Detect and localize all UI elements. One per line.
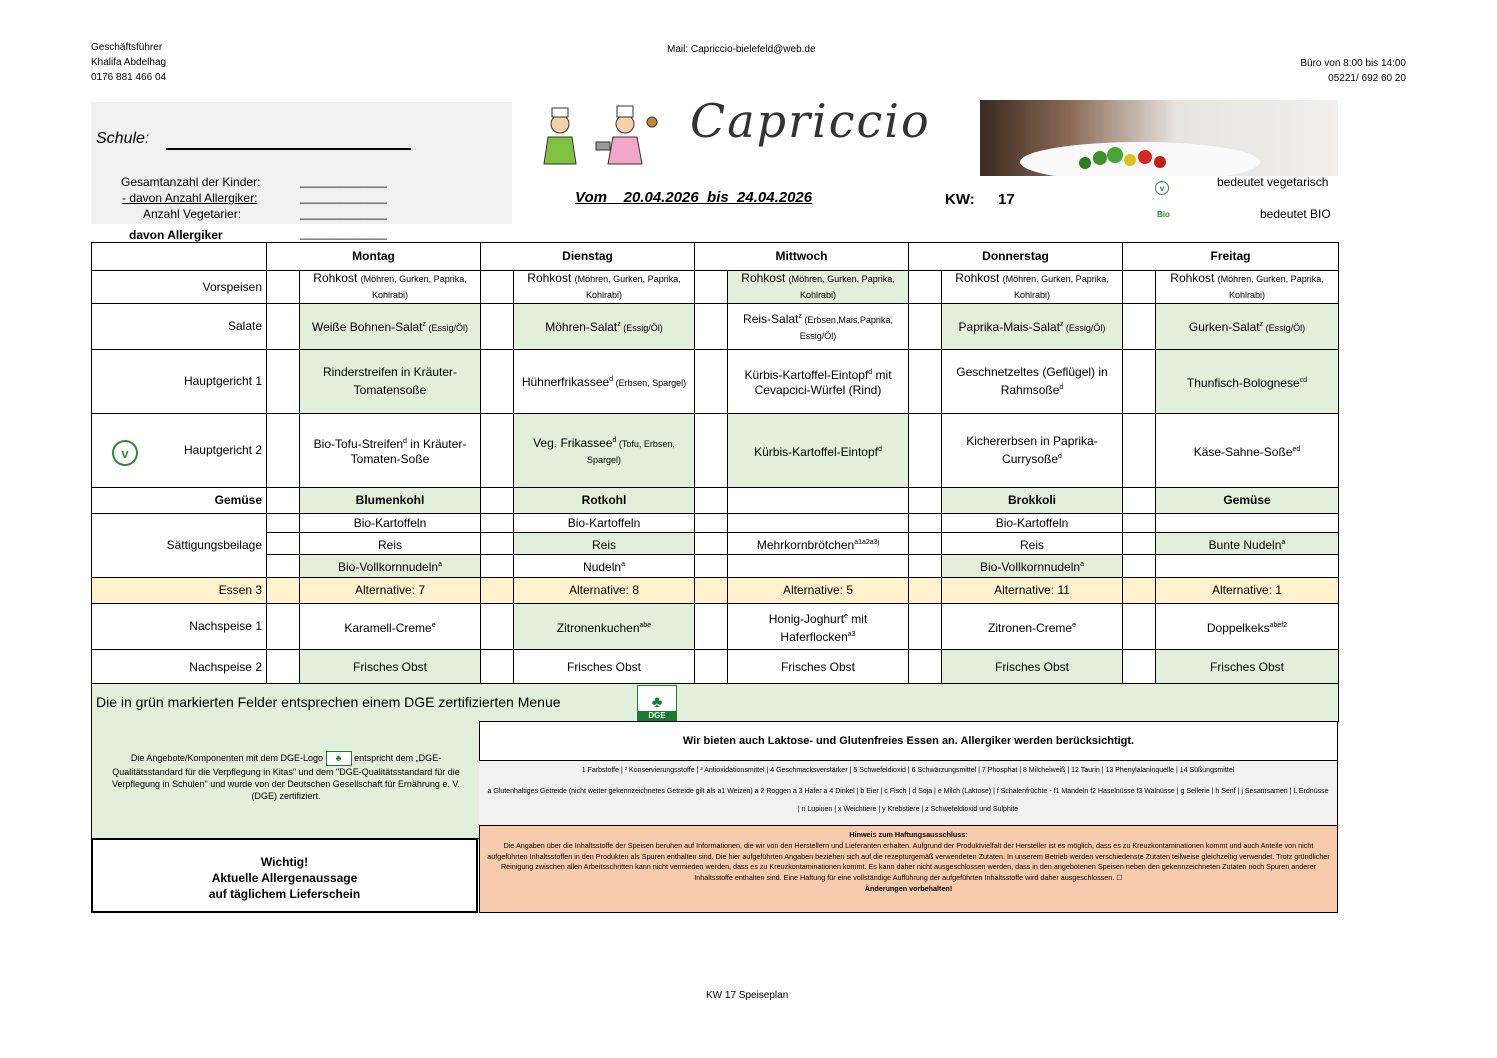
allergen-code: z (1259, 321, 1264, 328)
menu-cell (942, 304, 1123, 350)
menu-cell (728, 304, 909, 350)
allergen-code: d (609, 376, 614, 383)
menu-cell (1156, 514, 1339, 533)
dish-name: Reis (1019, 537, 1044, 552)
vegetarian-icon: v (112, 440, 138, 466)
dish-name: Bio-Vollkornnudeln (980, 560, 1081, 574)
dish-note: (Erbsen, Spargel) (613, 378, 687, 388)
dish-name: Nudeln (583, 560, 622, 574)
total-children-label: Gesamtanzahl der Kinder: (121, 175, 261, 189)
vegetarian-icon: v (1155, 181, 1169, 195)
dish-note: (Essig/Öl) (1263, 323, 1306, 333)
day-header: Freitag (1123, 243, 1339, 271)
legend-bio: bedeutet BIO (1260, 207, 1331, 221)
menu-cell: Bio-Kartoffeln (300, 514, 481, 533)
allergen-code: a (438, 561, 442, 568)
menu-cell: Frisches Obst (942, 650, 1123, 686)
dish-name: Honig-Joghurt (768, 611, 845, 626)
date-range: Vom 20.04.2026 bis 24.04.2026 (575, 189, 813, 206)
allergen-code: d (1058, 453, 1062, 460)
allergen-code: cd (1299, 376, 1308, 384)
allergen-code: d (877, 445, 882, 453)
important-title: Wichtig! (260, 855, 309, 869)
dish-name: Karamell-Creme (344, 620, 432, 635)
allergen-code: a1a2a3j (854, 538, 880, 546)
dish-note: (Möhren, Gurken, Paprika, Kohlrabi) (788, 274, 895, 300)
day-header: Montag (267, 243, 481, 271)
menu-table (91, 242, 1339, 686)
allergen-code: z (798, 313, 802, 320)
menu-cell (728, 350, 909, 414)
legend-veg: bedeutet vegetarisch (1217, 175, 1329, 189)
menu-cell: Rotkohl (514, 488, 695, 514)
day-header-row (92, 243, 1339, 271)
dish-name: Bunte Nudeln (1208, 537, 1282, 552)
menu-cell (300, 350, 481, 414)
dish-name: Rohkost (1170, 271, 1218, 285)
dge-logo-label: DGE (638, 711, 676, 720)
allergen-code: a (621, 561, 625, 568)
menu-cell (1156, 304, 1339, 350)
dish-note: mit Haferflocken (780, 611, 868, 644)
dish-note: (Tofu, Erbsen, Spargel) (586, 439, 675, 465)
menu-cell (514, 304, 695, 350)
menu-cell (514, 555, 695, 578)
allergen-code: ed (1292, 445, 1301, 453)
menu-cell (728, 488, 909, 514)
leaf-icon: ♣ (651, 694, 663, 711)
allergen-code: z (1059, 321, 1064, 328)
dish-name: Käse-Sahne-Soße (1193, 444, 1293, 459)
liability-end: Änderungen vorbehalten! (864, 883, 953, 893)
allergen-code: a3 (847, 630, 856, 638)
dge-info-text-a: Die Angebote/Komponenten mit dem DGE-Logo (130, 752, 324, 763)
dge-logo-icon: ♣ (326, 751, 352, 766)
allergen-code: a (1080, 561, 1084, 568)
menu-cell: Blumenkohl (300, 488, 481, 514)
kw-value: 17 (998, 191, 1015, 208)
dge-banner (91, 683, 1339, 722)
blank-field[interactable]: _____________ (300, 226, 387, 240)
menu-cell (1156, 350, 1339, 414)
lactose-notice: Wir bieten auch Laktose- und Glutenfreies Essen an. Allergiker werden berücksichtigt. (479, 721, 1338, 761)
liability-title: Hinweis zum Haftungsausschluss: (849, 830, 968, 839)
blank-field[interactable]: _____________ (300, 190, 387, 204)
row-label: Vorspeisen (92, 271, 267, 304)
dish-name: Reis-Salat (743, 312, 799, 326)
menu-cell (1156, 604, 1339, 650)
row-label: Sättigungsbeilage (92, 514, 267, 578)
row-label-cell (92, 414, 267, 488)
menu-cell: Alternative: 8 (514, 578, 695, 604)
footer-title: KW 17 Speiseplan (706, 990, 789, 1001)
day-header: Mittwoch (695, 243, 909, 271)
row-label: Essen 3 (92, 578, 267, 604)
menu-cell (942, 271, 1123, 304)
menu-cell (514, 271, 695, 304)
dish-name: Zitronenkuchen (556, 620, 640, 635)
dish-name: Zitronen-Creme (988, 620, 1073, 635)
menu-cell: Frisches Obst (1156, 650, 1339, 686)
dish-note: (Möhren, Gurken, Paprika, Kohlrabi) (1002, 274, 1109, 300)
dish-name: Geschnetzeltes (Geflügel) in Rahmsoße (956, 365, 1108, 397)
dish-note: (Möhren, Gurken, Paprika, Kohlrabi) (1217, 274, 1324, 300)
dish-note: (Möhren, Gurken, Paprika, Kohlrabi) (574, 274, 681, 300)
contact-left (91, 40, 166, 85)
dish-name: Kürbis-Kartoffel-Eintopf (754, 444, 878, 459)
menu-cell (1156, 271, 1339, 304)
day-header: Donnerstag (909, 243, 1123, 271)
row-label: Salate (92, 304, 267, 350)
dish-name: Paprika-Mais-Salat (958, 320, 1060, 334)
menu-cell (300, 604, 481, 650)
row-nachspeise-2 (92, 650, 1339, 686)
food-photo (980, 100, 1338, 176)
menu-cell (728, 414, 909, 488)
dish-note: (Erbsen,Mais,Paprika, Essig/Öl) (799, 315, 893, 341)
dge-info-text (98, 751, 474, 802)
menu-cell (300, 304, 481, 350)
dish-name: Rohkost (955, 271, 1003, 285)
additives-box (479, 761, 1338, 825)
dish-name: Reis (377, 537, 402, 552)
menu-cell: Bio-Kartoffeln (942, 514, 1123, 533)
dish-name: Mehrkornbrötchen (756, 537, 855, 552)
menu-cell (300, 555, 481, 578)
row-saettigung-1 (92, 514, 1339, 533)
menu-cell (514, 350, 695, 414)
school-label: Schule: (96, 130, 150, 147)
menu-cell (942, 533, 1123, 555)
dge-banner-text: Die in grün markierten Felder entsprechen einem DGE zertifizierten Menue (96, 694, 561, 710)
row-saettigung-2 (92, 533, 1339, 555)
menu-cell: Alternative: 1 (1156, 578, 1339, 604)
dish-name: Rohkost (741, 271, 789, 285)
contact-right (1300, 56, 1406, 86)
row-salate (92, 304, 1339, 350)
menu-cell (300, 271, 481, 304)
dish-note: mit Cevapcici-Würfel (Rind) (754, 368, 892, 397)
row-label: Gemüse (92, 488, 267, 514)
liability-text: Die Angaben über die Inhaltsstoffe der Speisen beruhen auf Informationen, die wir von den Herstellern und Lieferanten erhalten. Aufgrund der Produktvielfalt der Hersteller ist es möglich, dass es zu Kreuzkontaminationen kommt und auch Anteile von nicht aufgeführten Inhaltsstoffen in den Produkten als Spuren enthalten sind. Die hier aufgeführten Angaben beziehen sich auf die rezepturgemäß verwendeten Zutaten. In unserem Betrieb werden verschiedenste Zutaten teilweise gleichzeitig verwendet. Trotz gründlicher Reinigung zwischen allen Arbeitsschritten kann nicht vermieden werden, dass es zu Kreuzkontaminationen kommt. Es kann daher nicht ausgeschlossen werden, dass in den angebotenen Speisen neben den gekennzeichneten Zutaten noch Spuren anderer Inhaltsstoffe enthalten sind. Eine Haftung für eine vollständige Aufführung der aufgeführten Inhaltsstoffe wird daher ausgeschlossen. ☐ (487, 840, 1330, 883)
allergen-code: e (431, 621, 436, 629)
blank-field[interactable]: _____________ (300, 174, 387, 188)
allergen-code: a (1281, 538, 1286, 546)
menu-cell (728, 604, 909, 650)
dish-note: (Essig/Öl) (620, 323, 663, 333)
dish-name: Gurken-Salat (1188, 320, 1260, 334)
menu-cell (942, 555, 1123, 578)
menu-cell (1156, 555, 1339, 578)
menu-cell: Frisches Obst (728, 650, 909, 686)
menu-cell (514, 414, 695, 488)
dish-name: Doppelkeks (1206, 620, 1270, 635)
menu-cell: Alternative: 11 (942, 578, 1123, 604)
allergen-code: d (868, 369, 873, 376)
menu-cell (942, 350, 1123, 414)
menu-cell (514, 533, 695, 555)
dish-name: Rohkost (527, 271, 575, 285)
dish-name: Bio-Tofu-Streifen (313, 437, 404, 451)
menu-cell: Gemüse (1156, 488, 1339, 514)
row-label: Nachspeise 2 (92, 650, 267, 686)
dish-name: Rinderstreifen in Kräuter-Tomatensoße (322, 364, 458, 397)
dge-info-box (91, 721, 480, 839)
row-vorspeisen (92, 271, 1339, 304)
dish-name: Bio-Vollkornnudeln (338, 560, 439, 574)
vegetarian-count-label: Anzahl Vegetarier: (143, 207, 242, 221)
bio-icon: Bio (1157, 210, 1170, 219)
row-saettigung-3 (92, 555, 1339, 578)
header-left-line: Khalifa Abdelhag (91, 57, 167, 68)
day-header: Dienstag (481, 243, 695, 271)
row-gemuese (92, 488, 1339, 514)
allergy-sub-label: davon Allergiker (129, 228, 223, 242)
menu-cell (728, 533, 909, 555)
dish-name: Reis (591, 537, 616, 552)
row-label: Hauptgericht 1 (92, 350, 267, 414)
menu-cell: Frisches Obst (300, 650, 481, 686)
allergen-code: d (612, 437, 617, 444)
school-input-line[interactable] (166, 148, 411, 150)
dish-name: Kichererbsen in Paprika-Currysoße (966, 434, 1098, 466)
menu-cell: Bio-Kartoffeln (514, 514, 695, 533)
menu-cell (1156, 414, 1339, 488)
row-label: Nachspeise 1 (92, 604, 267, 650)
menu-cell: Brokkoli (942, 488, 1123, 514)
allergen-code: e (844, 612, 848, 620)
brand-logo: Capriccio (690, 94, 931, 148)
menu-cell (300, 533, 481, 555)
mail-address: Mail: Capriccio-bielefeld@web.de (667, 44, 816, 55)
dish-name: Hühnerfrikassee (521, 375, 610, 389)
important-box (91, 838, 478, 913)
menu-cell (728, 514, 909, 533)
dish-note: (Möhren, Gurken, Paprika, Kohlrabi) (360, 274, 467, 300)
dish-note: in Kräuter-Tomaten-Soße (350, 437, 467, 466)
chef-kids-illustration (530, 102, 660, 177)
dish-name: Weiße Bohnen-Salat (311, 320, 423, 334)
dish-note: (Essig/Öl) (1063, 323, 1106, 333)
dge-info-text-b: entspricht dem „DGE-Qualitätsstandard für die Verpflegung in Kitas" und dem "DGE-Qualitätsstandard für die Verpflegung in Schulen" und wurde von der Deutschen Gesellschaft für Ernährung e. V. (DGE) zertifiziert. (111, 752, 461, 801)
menu-cell (728, 555, 909, 578)
dish-name: Rohkost (313, 271, 361, 285)
allergen-code: z (617, 321, 621, 328)
header-left-line: 0176 881 466 04 (91, 72, 167, 83)
dish-name: Möhren-Salat (545, 320, 618, 334)
allergen-code: z (422, 321, 426, 328)
menu-cell (942, 414, 1123, 488)
important-line: Aktuelle Allergenaussage (211, 871, 358, 885)
office-hours: Büro von 8:00 bis 14:00 (1300, 58, 1406, 69)
menu-cell (300, 414, 481, 488)
header-left-line: Geschäftsführer (91, 42, 163, 53)
dish-name: Thunfisch-Bolognese (1186, 375, 1300, 390)
menu-cell (1156, 533, 1339, 555)
allergen-code: abe (639, 621, 652, 629)
kw-label: KW: (945, 191, 975, 208)
menu-cell: Frisches Obst (514, 650, 695, 686)
dish-name: Kürbis-Kartoffel-Eintopf (744, 368, 869, 382)
row-hauptgericht-1 (92, 350, 1339, 414)
menu-cell (514, 604, 695, 650)
important-line: auf täglichem Lieferschein (208, 887, 361, 901)
row-hauptgericht-2 (92, 414, 1339, 488)
dish-note: (Essig/Öl) (426, 323, 469, 333)
allergen-code: d (1059, 384, 1064, 391)
dish-name: Veg. Frikassee (533, 436, 613, 450)
allergen-code: abef2 (1269, 621, 1288, 629)
menu-cell (728, 271, 909, 304)
menu-cell: Alternative: 5 (728, 578, 909, 604)
dge-logo-icon (637, 685, 677, 721)
row-label: Hauptgericht 2 (183, 443, 262, 457)
row-essen-3 (92, 578, 1339, 604)
additives-list: 1 Farbstoffe | ² Konservierungsstoffe | ³ Antioxidationsmittel | 4 Geschmacksverstärker | 5 Schwefeldioxid | 6 Schwärzungsmittel | 7 Phosphat | 8 Milcheiweiß | 12 Taurin | 13 Phenylalaninquelle | 14 Süßungsmittel (581, 767, 1235, 774)
blank-field[interactable]: _____________ (300, 206, 387, 220)
allergen-code: d (403, 438, 407, 445)
row-nachspeise-1 (92, 604, 1339, 650)
office-phone: 05221/ 692 60 20 (1328, 73, 1406, 84)
liability-box (479, 825, 1338, 913)
allergen-code: e (1072, 621, 1076, 629)
allergy-count-label: - davon Anzahl Allergiker: (122, 191, 258, 205)
menu-cell (942, 604, 1123, 650)
allergens-list: a Glutenhaltiges Getreide (nicht weiter gekennzeichnetes Getreide gilt als a1 Weizen) a 2 Roggen a 3 Hafer a 4 Dinkel | b Eier | c Fisch | d Soja | e Milch (Laktose) | f Schalenfrüchte - f1 Mandeln f2 Haselnüsse f3 Walnüsse | g Sellerie | h Senf | j Sesamsamen | L Erdnüsse | n Lupinen | x Weichtiere | y Krebstiere | z Schwefeldioxid und Sulphite (487, 788, 1329, 813)
menu-cell: Alternative: 7 (300, 578, 481, 604)
